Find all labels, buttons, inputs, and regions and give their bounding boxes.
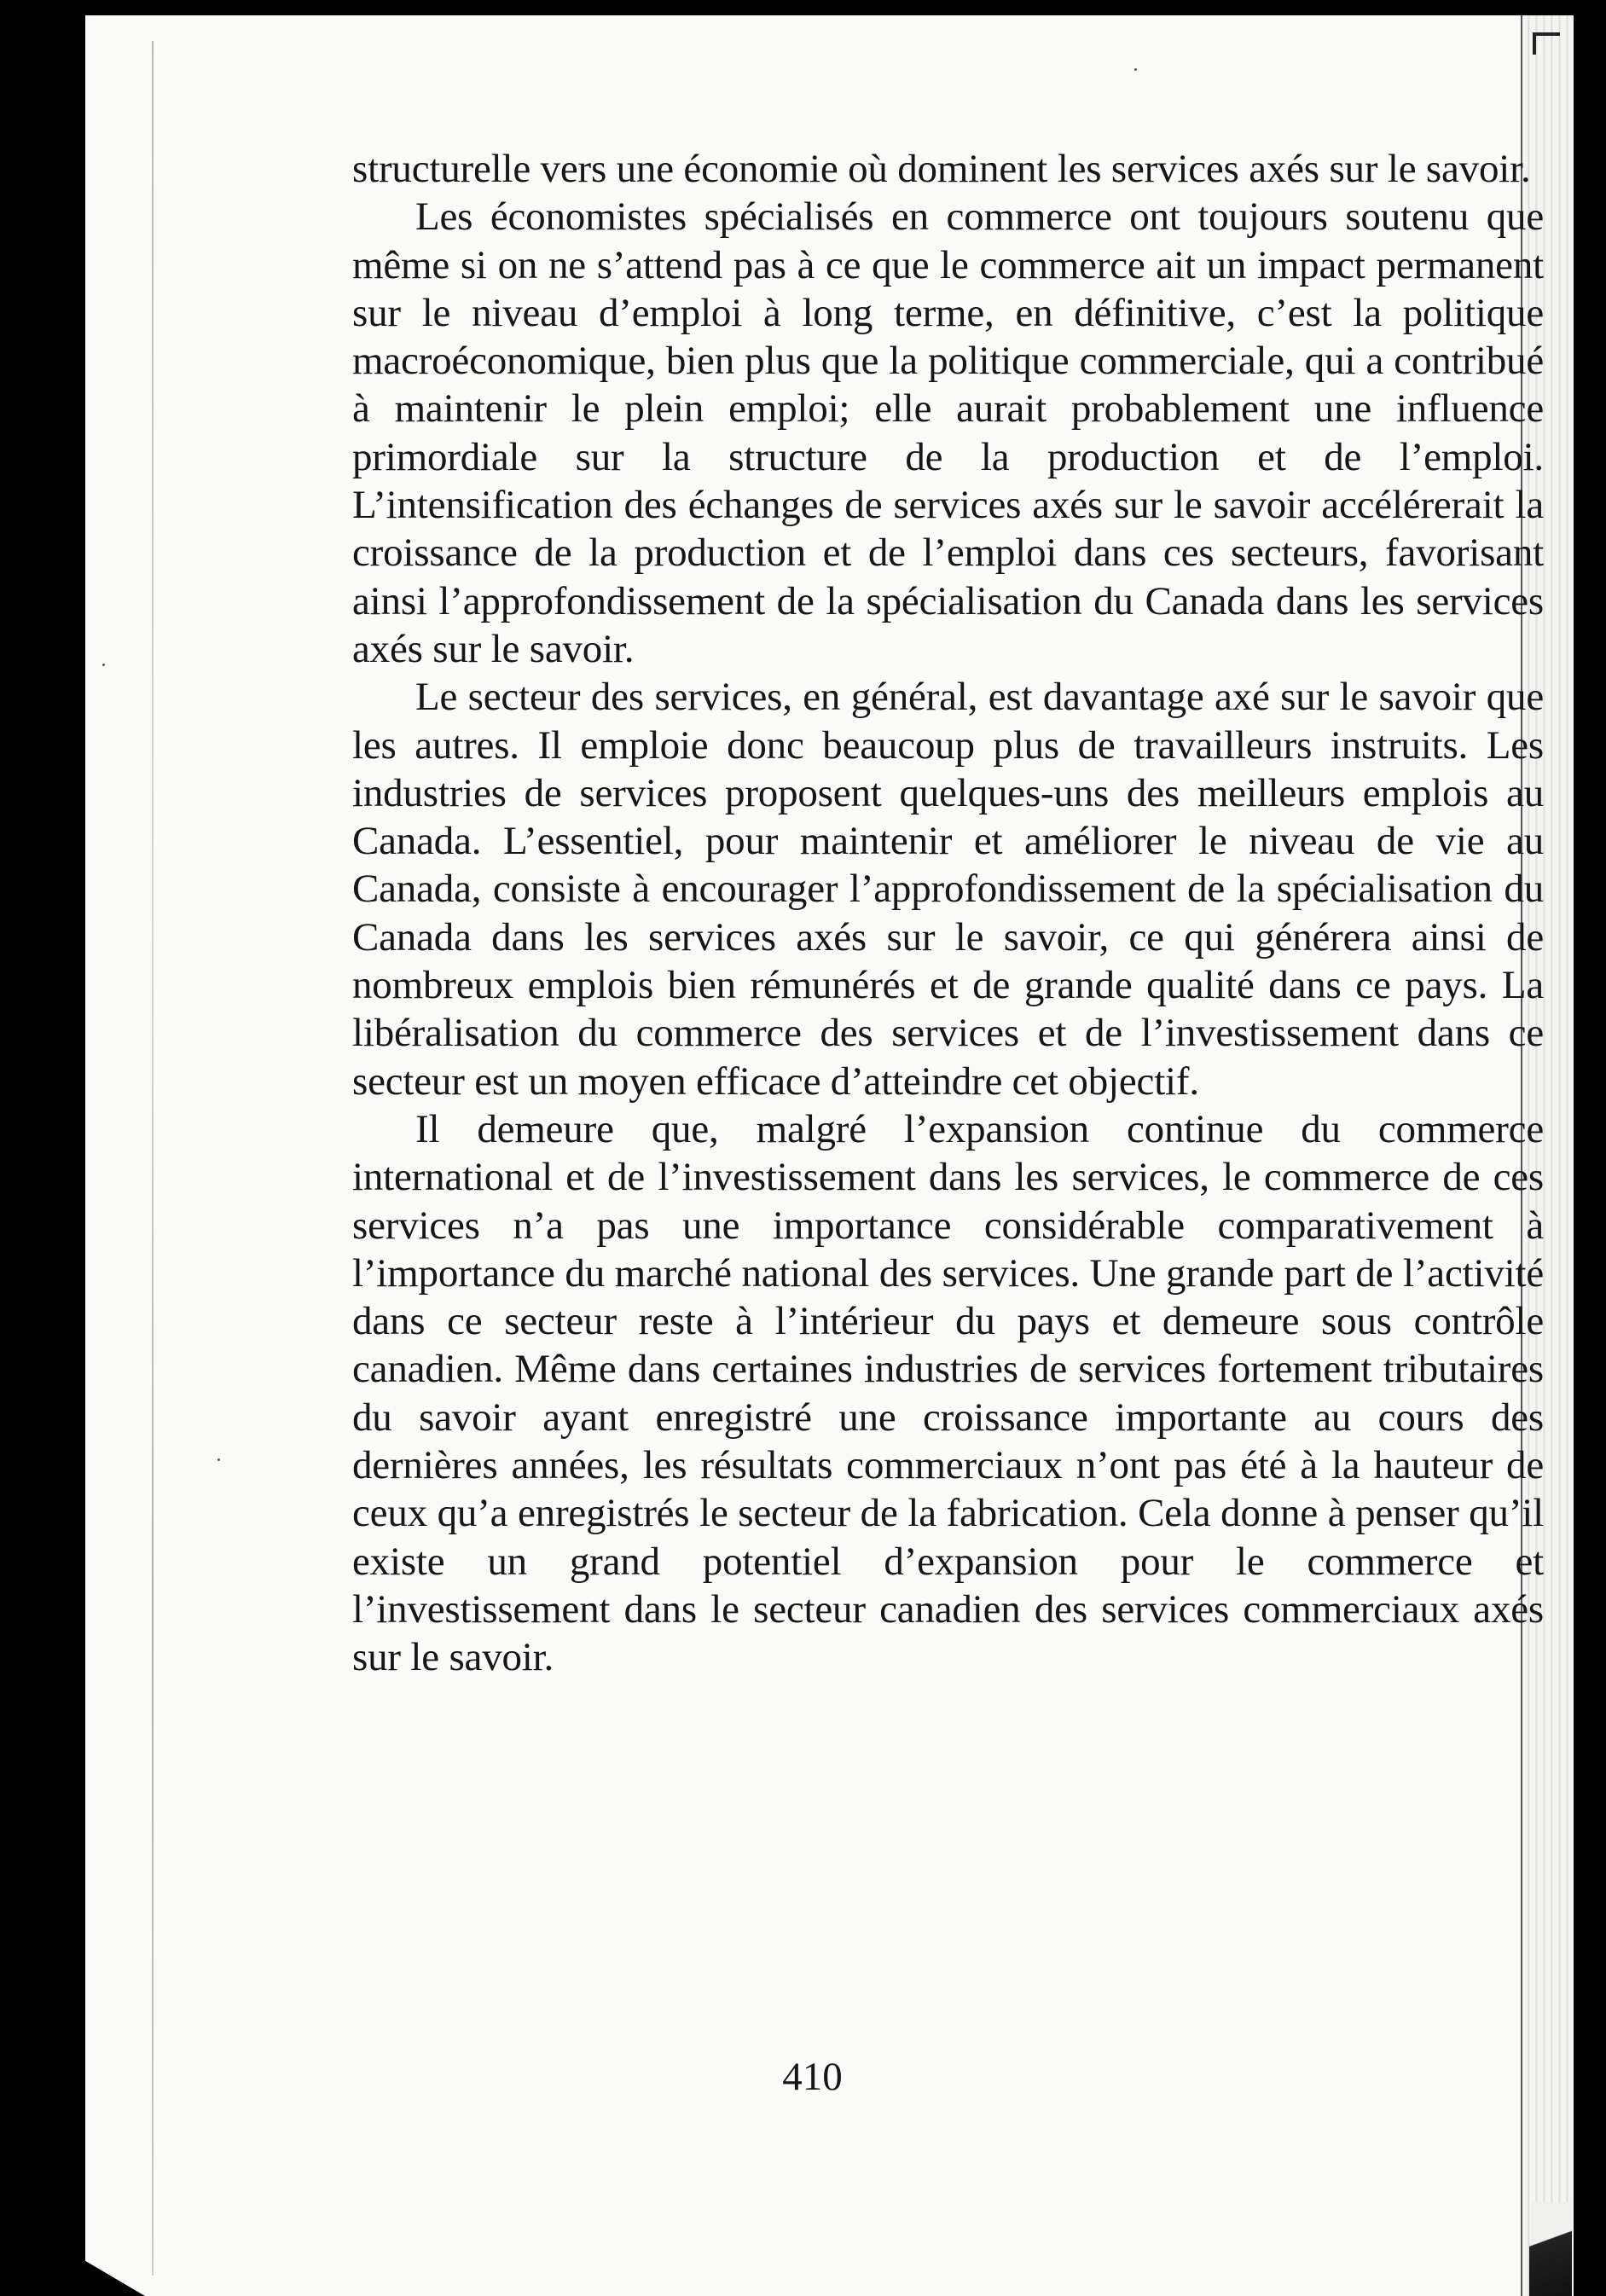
scan-line [152,41,154,2276]
paragraph: Le secteur des services, en général, est davantage axé sur le savoir que les autres. Il emploie donc beaucoup plus de travailleurs instruits. Les industries de services proposent quelques-uns des meilleurs emplois au Canada. L’essentiel, pour maintenir et améliorer le niveau de vie au Canada, consiste à encourager l’approfondissement de la spécialisation du Canada dans les services axés sur le savoir, ce qui générera ainsi de nombreux emplois bien rémunérés et de grande qualité dans ce pays. La libéralisation du commerce des services et de l’investissement dans ce secteur est un moyen efficace d’atteindre cet objectif. [352,675,1544,1104]
scan-speck [102,664,105,666]
scanned-page [85,15,1574,2296]
scan-speck [1134,68,1137,71]
scan-speck [217,1458,220,1461]
paragraph: Les économistes spécialisés en commerce ont toujours soutenu que même si on ne s’attend pas à ce que le commerce ait un impact permanent sur le niveau d’emploi à long terme, en définitive, c’est la politique macroéconomique, bien plus que la politique commerciale, qui a contribué à maintenir le plein emploi; elle aurait probablement une influence primordiale sur la structure de la production et de l’emploi. L’intensification des échanges de services axés sur le savoir accélérerait la croissance de la production et de l’emploi dans ces secteurs, favorisant ainsi l’approfondissement de la spécialisation du Canada dans les services axés sur le savoir. [352,194,1544,671]
book-corner-shadow [0,2211,145,2296]
body-text [352,145,1544,1682]
paragraph: structurelle vers une économie où dominent les services axés sur le savoir. [352,147,1531,191]
paragraph: Il demeure que, malgré l’expansion continue du commerce international et de l’investissement dans les services, le commerce de ces services n’a pas une importance considérable comparativement à l’importance du marché national des services. Une grande part de l’activité dans ce secteur reste à l’intérieur du pays et demeure sous contrôle canadien. Même dans certaines industries de services fortement tributaires du savoir ayant enregistré une croissance importante au cours des dernières années, les résultats commerciaux n’ont pas été à la hauteur de ceux qu’a enregistrés le secteur de la fabrication. Cela donne à penser qu’il existe un grand potentiel d’expansion pour le commerce et l’investissement dans le secteur canadien des services commerciaux axés sur le savoir. [352,1106,1544,1680]
page-number: 410 [782,2055,843,2099]
